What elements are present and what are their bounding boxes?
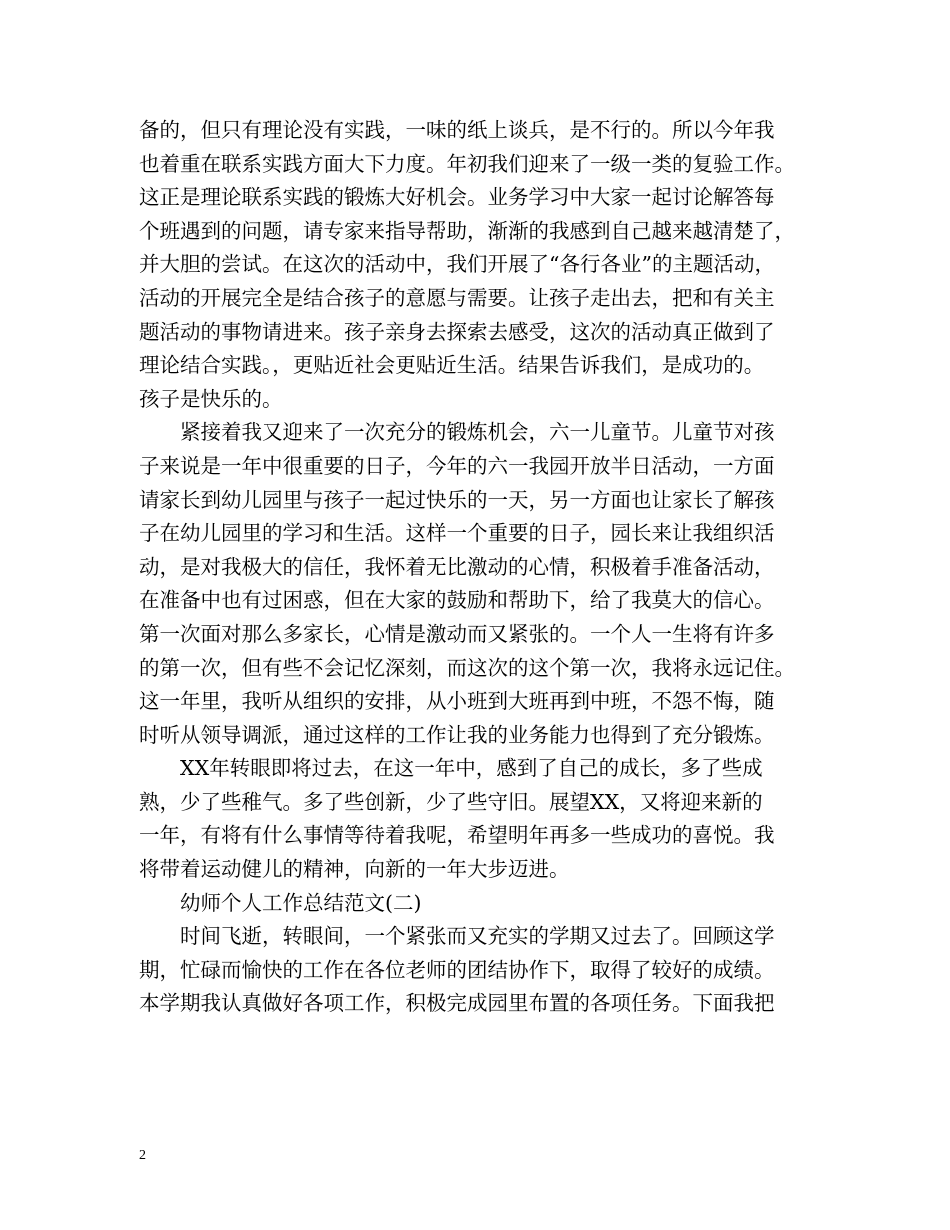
page-number: 2 — [139, 1148, 146, 1163]
text-line: 并大胆的尝试。在这次的活动中，我们开展了“各行各业”的主题活动， — [139, 252, 775, 277]
text-line: 子在幼儿园里的学习和生活。这样一个重要的日子，园长来让我组织活 — [139, 521, 775, 546]
text-line: 在准备中也有过困惑，但在大家的鼓励和帮助下，给了我莫大的信心。 — [139, 588, 775, 613]
text-line: 这一年里，我听从组织的安排，从小班到大班再到中班，不怨不悔，随 — [139, 689, 775, 714]
text-line: 期，忙碌而愉快的工作在各位老师的团结协作下，取得了较好的成绩。 — [139, 957, 775, 982]
text-line: 这正是理论联系实践的锻炼大好机会。业务学习中大家一起讨论解答每 — [139, 185, 775, 210]
text-line: 备的，但只有理论没有实践，一味的纸上谈兵，是不行的。所以今年我 — [139, 118, 775, 142]
text-line: 时听从领导调派，通过这样的工作让我的业务能力也得到了充分锻炼。 — [139, 722, 775, 747]
text-line: XX年转眼即将过去，在这一年中，感到了自己的成长，多了些成 — [180, 756, 763, 781]
text-line: 活动的开展完全是结合孩子的意愿与需要。让孩子走出去，把和有关主 — [139, 285, 775, 310]
text-line: 第一次面对那么多家长，心情是激动而又紧张的。一个人一生将有许多 — [139, 621, 775, 646]
text-line: 个班遇到的问题，请专家来指导帮助，渐渐的我感到自己越来越清楚了， — [139, 218, 795, 243]
text-line: 一年，有将有什么事情等待着我呢，希望明年再多一些成功的喜悦。我 — [139, 823, 775, 848]
text-line: 熟，少了些稚气。多了些创新，少了些守旧。展望XX，又将迎来新的 — [139, 789, 763, 814]
document-body — [139, 114, 829, 1021]
text-line: 请家长到幼儿园里与孩子一起过快乐的一天，另一方面也让家长了解孩 — [139, 487, 775, 512]
text-line: 时间飞逝，转眼间，一个紧张而又充实的学期又过去了。回顾这学 — [180, 924, 775, 949]
text-line: 孩子是快乐的。 — [139, 386, 283, 411]
text-line: 子来说是一年中很重要的日子，今年的六一我园开放半日活动，一方面 — [139, 453, 775, 478]
text-line: 幼师个人工作总结范文(二) — [180, 890, 422, 915]
text-line: 本学期我认真做好各项工作，积极完成园里布置的各项任务。下面我把 — [139, 991, 775, 1016]
text-line: 动，是对我极大的信任，我怀着无比激动的心情，积极着手准备活动， — [139, 554, 775, 579]
text-line: 紧接着我又迎来了一次充分的锻炼机会，六一儿童节。儿童节对孩 — [180, 420, 775, 445]
text-line: 理论结合实践。，更贴近社会更贴近生活。结果告诉我们，是成功的。 — [139, 353, 765, 378]
text-line: 也着重在联系实践方面大下力度。年初我们迎来了一级一类的复验工作。 — [139, 151, 795, 176]
text-line: 题活动的事物请进来。孩子亲身去探索去感受，这次的活动真正做到了 — [139, 319, 775, 344]
text-line: 将带着运动健儿的精神，向新的一年大步迈进。 — [139, 857, 570, 882]
text-line: 的第一次，但有些不会记忆深刻，而这次的这个第一次，我将永远记住。 — [139, 655, 795, 680]
